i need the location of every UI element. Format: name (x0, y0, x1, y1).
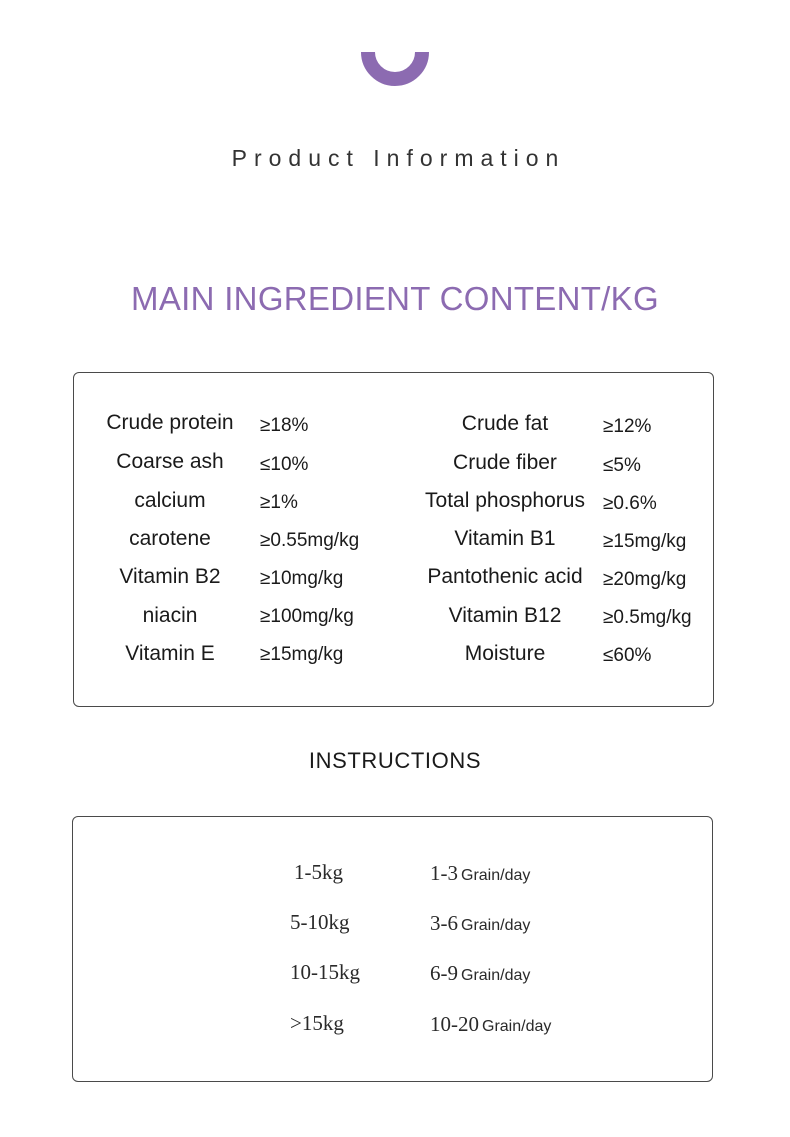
dosage-unit: Grain/day (482, 1018, 552, 1035)
section-title: Product Information (231, 145, 566, 171)
ingredient-value: ≥1% (260, 492, 298, 513)
ingredient-value: ≥0.55mg/kg (260, 530, 360, 551)
ingredient-name: Crude protein (106, 411, 234, 434)
ingredient-value: ≥15mg/kg (603, 531, 687, 552)
ingredient-name: Pantothenic acid (427, 565, 583, 588)
ingredient-value: ≤60% (603, 645, 652, 666)
dosage-amount: 1-3 (430, 861, 458, 885)
decorative-arc-icon (361, 18, 429, 86)
instructions-title: INSTRUCTIONS (308, 748, 482, 773)
ingredient-name: Crude fat (461, 412, 549, 435)
ingredient-name: Moisture (464, 642, 546, 665)
ingredient-name: Crude fiber (453, 451, 557, 474)
ingredient-value: ≥0.5mg/kg (603, 607, 692, 628)
ingredient-name: Vitamin B12 (448, 604, 562, 627)
weight-range: 1-5kg (294, 860, 343, 884)
dosage (430, 961, 530, 986)
dosage-unit: Grain/day (461, 867, 531, 884)
ingredient-name: calcium (134, 489, 206, 512)
ingredient-name: Coarse ash (116, 450, 224, 473)
dosage (430, 861, 530, 886)
dosage (430, 911, 530, 936)
ingredient-value: ≤5% (603, 455, 641, 476)
weight-range: 10-15kg (290, 960, 360, 984)
ingredient-value: ≥0.6% (603, 493, 657, 514)
dosage (430, 1012, 551, 1037)
ingredient-value: ≥15mg/kg (260, 644, 344, 665)
ingredient-name: Total phosphorus (425, 489, 585, 512)
weight-range: 5-10kg (290, 910, 350, 934)
ingredient-value: ≥100mg/kg (260, 606, 354, 627)
ingredient-name: niacin (142, 604, 198, 627)
ingredient-name: carotene (129, 527, 211, 550)
dosage-unit: Grain/day (461, 917, 531, 934)
ingredient-value: ≥10mg/kg (260, 568, 344, 589)
ingredient-name: Vitamin E (125, 642, 215, 665)
dosage-amount: 3-6 (430, 911, 458, 935)
ingredient-value: ≥12% (603, 416, 652, 437)
ingredient-value: ≤10% (260, 454, 309, 475)
dosage-amount: 6-9 (430, 961, 458, 985)
ingredient-name: Vitamin B1 (454, 527, 556, 550)
weight-range: >15kg (290, 1011, 344, 1035)
ingredient-value: ≥20mg/kg (603, 569, 687, 590)
ingredient-value: ≥18% (260, 415, 309, 436)
dosage-amount: 10-20 (430, 1012, 479, 1036)
instructions-table (72, 816, 713, 1082)
ingredient-name: Vitamin B2 (119, 565, 221, 588)
main-ingredient-title: MAIN INGREDIENT CONTENT/KG (131, 280, 659, 317)
dosage-unit: Grain/day (461, 967, 531, 984)
